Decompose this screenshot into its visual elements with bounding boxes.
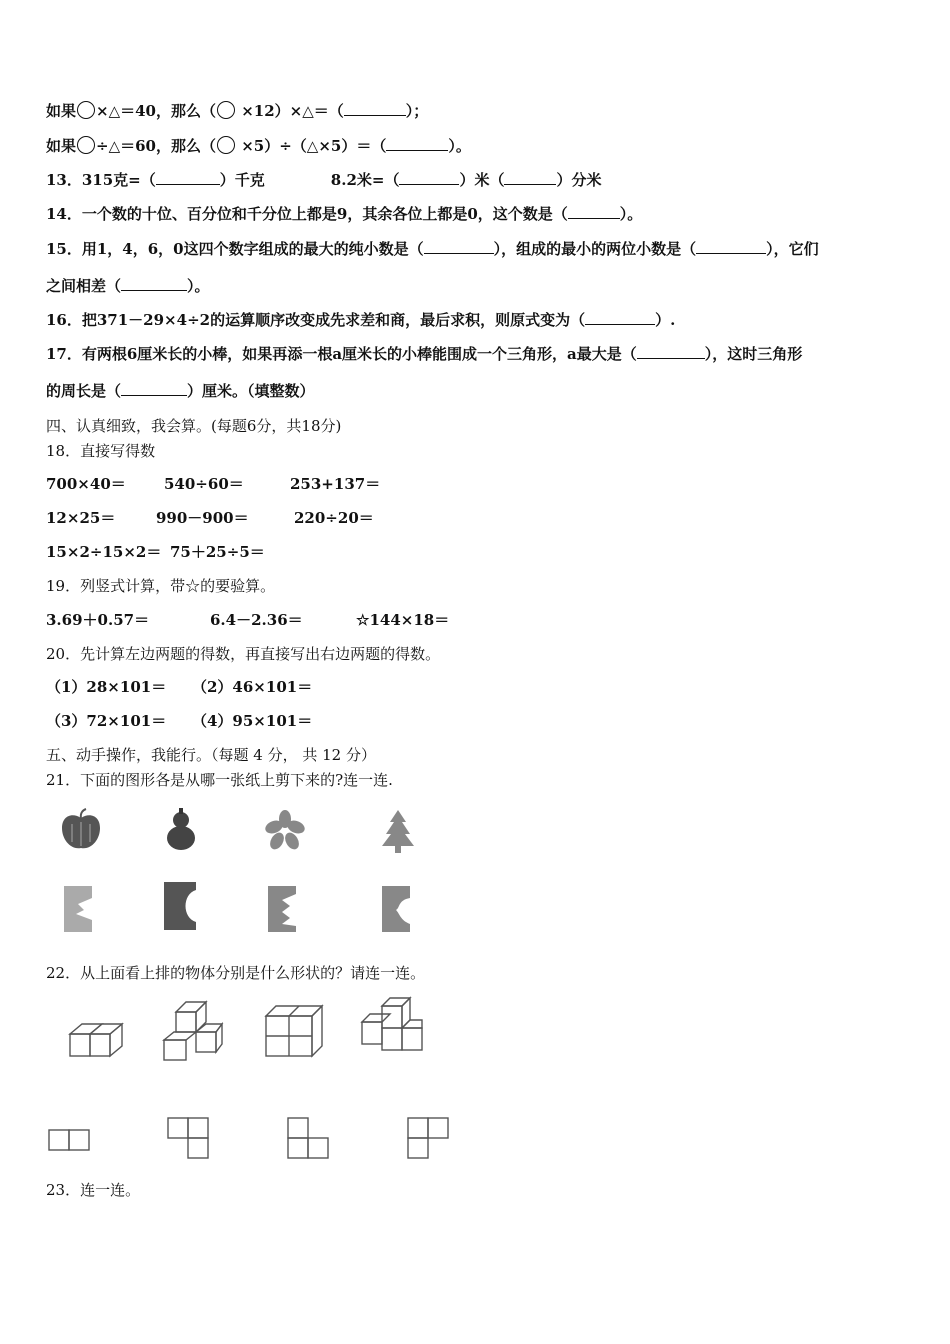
q17-line-a: 17．有两根6厘米长的小棒，如果再添一根a厘米长的小棒能围成一个三角形，a最大是（ ），这时三角形 bbox=[46, 345, 803, 363]
top-view-1-icon bbox=[48, 1128, 92, 1152]
q16-line: 16．把371－29×4÷2的运算顺序改变成先求差和商，最后求积，则原式变为（ ）. bbox=[46, 311, 676, 329]
answer-blank[interactable] bbox=[121, 276, 187, 291]
top-view-4-icon bbox=[406, 1116, 452, 1162]
circle-symbol bbox=[77, 136, 95, 154]
answer-blank[interactable] bbox=[568, 204, 620, 219]
answer-blank[interactable] bbox=[637, 344, 705, 359]
q15-line-b: 之间相差（ ）。 bbox=[46, 277, 210, 295]
cube-stack-2-icon bbox=[160, 998, 226, 1064]
cube-stack-3-icon bbox=[262, 1000, 324, 1060]
section-5-title: 五、动手操作，我能行。（每题 4 分， 共 12 分） bbox=[46, 746, 376, 764]
q19-title: 19．列竖式计算，带☆的要验算。 bbox=[46, 577, 276, 595]
q12-line-a: 如果 ×△＝40，那么（ ×12）×△＝（ ）； bbox=[46, 102, 429, 120]
answer-blank[interactable] bbox=[696, 239, 766, 254]
tree-shape-icon bbox=[378, 808, 418, 854]
paper-cut-4-icon bbox=[380, 884, 412, 934]
answer-blank[interactable] bbox=[386, 136, 448, 151]
answer-blank[interactable] bbox=[156, 170, 220, 185]
apple-shape-icon bbox=[58, 808, 104, 852]
top-view-3-icon bbox=[286, 1116, 332, 1162]
answer-blank[interactable] bbox=[344, 101, 406, 116]
paper-cut-2-icon bbox=[160, 880, 200, 932]
q20-title: 20．先计算左边两题的得数，再直接写出右边两题的得数。 bbox=[46, 645, 441, 663]
answer-blank[interactable] bbox=[121, 381, 187, 396]
q21-title: 21．下面的图形各是从哪一张纸上剪下来的?连一连. bbox=[46, 771, 393, 789]
circle-symbol bbox=[77, 101, 95, 119]
cube-stack-4-icon bbox=[356, 994, 426, 1060]
q17-line-b: 的周长是（ ）厘米。（填整数） bbox=[46, 382, 315, 400]
q22-title: 22．从上面看上排的物体分别是什么形状的？请连一连。 bbox=[46, 964, 426, 982]
circle-symbol bbox=[217, 101, 235, 119]
q13-line: 13．315克=（ ）千克 8.2米=（ ）米（ ）分米 bbox=[46, 171, 602, 189]
top-view-2-icon bbox=[166, 1116, 212, 1162]
cube-stack-1-icon bbox=[66, 1012, 126, 1060]
answer-blank[interactable] bbox=[399, 170, 459, 185]
answer-blank[interactable] bbox=[504, 170, 556, 185]
q12-line-b: 如果 ÷△＝60，那么（ ×5）÷（△×5）＝（ ）。 bbox=[46, 137, 471, 155]
answer-blank[interactable] bbox=[424, 239, 494, 254]
q14-line: 14．一个数的十位、百分位和千分位上都是9，其余各位上都是0，这个数是（ ）。 bbox=[46, 205, 643, 223]
flower-shape-icon bbox=[264, 810, 306, 850]
q15-line-a: 15．用1，4，6，0这四个数字组成的最大的纯小数是（ ），组成的最小的两位小数是（ ），它们 bbox=[46, 240, 819, 258]
paper-cut-1-icon bbox=[62, 884, 94, 934]
q18-title: 18．直接写得数 bbox=[46, 442, 156, 460]
section-4-title: 四、认真细致，我会算。(每题6分，共18分) bbox=[46, 417, 342, 435]
gourd-shape-icon bbox=[164, 806, 198, 852]
paper-cut-3-icon bbox=[266, 884, 298, 934]
q23-title: 23．连一连。 bbox=[46, 1181, 141, 1199]
circle-symbol bbox=[217, 136, 235, 154]
answer-blank[interactable] bbox=[585, 310, 655, 325]
